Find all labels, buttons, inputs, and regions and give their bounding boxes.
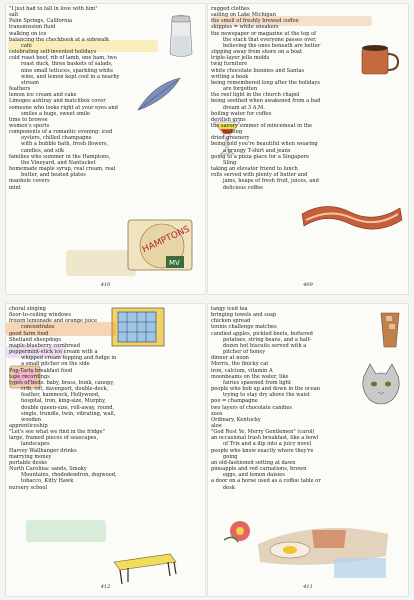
entry-line: zoos [211, 410, 223, 417]
entry-line: jams, heaps of fresh fruit, juices, and [223, 178, 319, 185]
entry-line: a door on a horse used as a coffee table or [211, 478, 321, 485]
entry-line: rolls served with plenty of butter and [211, 172, 308, 179]
entry-line: families who summer in the Hamptons, [9, 153, 111, 160]
entry-line: cold roast beef, rib of lamb, one ham, two [9, 55, 117, 62]
entry-line: poo = champagne [211, 398, 258, 405]
entry-line: marrying money [9, 453, 52, 460]
page-number: 411 [303, 584, 313, 590]
entry-line: triple-layer jello molds [211, 55, 270, 62]
entry-line: rugged clothes [211, 6, 250, 12]
entry-line: a small pitcher on the side [21, 361, 90, 368]
entry-line: iron, calcium, vitamin A [211, 367, 273, 374]
bacon-strips-icon [300, 194, 404, 240]
entry-line: feather, hammock, Hollywood, [21, 392, 100, 399]
entry-line: fairies spawned from light [223, 379, 291, 386]
entry-line: Pop-Tarts breakfast food [9, 367, 73, 374]
entry-line: tennis challenge matches [211, 324, 277, 331]
entry-line: candles, and silk [21, 147, 65, 154]
entry-line: pitcher of honey [223, 349, 266, 356]
entry-line: with a bubble bath, fresh flowers, [21, 141, 109, 148]
entry-line: being soothed when awakened from a bad [211, 98, 321, 105]
svg-text:HAMPTONS: HAMPTONS [140, 224, 192, 256]
entry-line: Morris, the finicky cat [211, 361, 269, 368]
entry-list [9, 306, 205, 491]
entry-line: wooden [21, 416, 42, 423]
entry-line: floor-to-ceiling windows [9, 312, 72, 319]
entry-line: the Vineyard, and Nantucket [21, 159, 96, 166]
entry-line: devilish grins [211, 116, 246, 123]
entry-line: bringing towels and soap [211, 312, 277, 319]
entry-line: an occasional trash breakfast, like a bowl [211, 435, 319, 442]
entry-line: going [223, 453, 238, 460]
page-412 [6, 304, 205, 596]
entry-line: transmission fluid [9, 24, 56, 31]
entry-line: dinner at noon [211, 355, 249, 362]
entry-line: good farm food [9, 330, 49, 337]
entry-line: time to browse [9, 116, 48, 123]
entry-line: are forgotten [223, 86, 258, 93]
entry-list [9, 6, 205, 191]
entry-line: being remembered long after the holidays [211, 79, 321, 86]
entry-line: choral singing [9, 306, 46, 312]
entry-line: smiles a huge, sweet smile [21, 110, 91, 117]
entry-line: Sling [223, 159, 237, 166]
svg-text:MV: MV [169, 259, 180, 267]
entry-line: "Let's see what we find in the fridge" [9, 429, 105, 436]
entry-line: the newspaper or magazine at the top of [211, 30, 316, 37]
entry-line: dream at 3 A.M. [223, 104, 265, 111]
entry-line: tangy iced tea [211, 306, 248, 312]
entry-line: potatoes, string beans, and a half- [223, 336, 311, 343]
entry-line: Palm Springs, California [9, 18, 73, 25]
entry-line: slipping away from shore on a boat [211, 49, 303, 56]
entry-line: crib, cot, davenport, double-deck, [21, 386, 109, 393]
entry-line: roast duck, three baskets of salads, [21, 61, 113, 68]
page-number: 410 [100, 282, 111, 288]
entry-line: tape recordings [9, 373, 50, 380]
entry-line: "I just had to fall in love with him" [9, 6, 98, 12]
entry-line: eggs, and lemon daisies [223, 472, 285, 479]
entry-line: types of beds: baby, brass, bunk, canopy, [9, 379, 115, 386]
entry-line: delicious coffee [223, 184, 264, 191]
entry-line: pineapple and red carnations, brown [211, 466, 307, 473]
entry-line: hospital, iron, king-size, Murphy, [21, 398, 106, 405]
entry-line: dried greenery [211, 135, 250, 142]
entry-line: women's sports [9, 122, 50, 129]
highlight-wash [26, 520, 106, 542]
entry-line: maple-blueberry cornbread [9, 342, 80, 349]
entry-line: mint [9, 184, 21, 191]
page-409 [208, 4, 408, 294]
license-plate-sketch [126, 214, 198, 280]
entry-line: double queen-size, roll-away, round, [21, 404, 115, 411]
entry-list [211, 6, 408, 191]
entry-line: walking on ice [9, 30, 47, 37]
entry-line: an old-fashioned setting at dawn [211, 459, 296, 466]
entry-line: sailing on Lake Michigan [211, 12, 276, 19]
entry-line: Ordinary, Kentucky [211, 416, 261, 423]
entry-line: being told you're beautiful when wearing [211, 141, 318, 148]
entry-line: butter, and heated plates [21, 172, 86, 179]
entry-line: landscapes [21, 441, 50, 448]
entry-line: wine, and lemon kept cool in a nearby [21, 73, 120, 80]
entry-line: writing a book [211, 73, 249, 80]
page-410 [6, 4, 205, 294]
entry-line: a grungy T-shirt and jeans [223, 147, 291, 154]
entry-line: taking an elevator friend to lunch [211, 166, 298, 173]
entry-line: single, trundle, twin, vibrating, wall, [21, 410, 116, 417]
entry-line: skippies = white sneakers [211, 24, 279, 31]
entry-line: believing the ones beneath are better [223, 42, 321, 49]
entry-line: aloe [211, 422, 222, 429]
entry-line: frozen lemonade and orange juice [9, 318, 98, 325]
page-411 [208, 304, 408, 596]
entry-line: tobacco, Kitty Hawk [21, 478, 74, 485]
breakfast-plate-icon [248, 504, 398, 588]
entry-line: balancing the checkbook at a sidewalk [9, 36, 110, 43]
entry-line: the reef light in the church chapel [211, 92, 300, 99]
entry-line: dozen hot biscuits served with a [223, 342, 307, 349]
entry-line: nine small lettuces, sparkling white [21, 67, 114, 74]
entry-line: components of a romantic evening: iced [9, 129, 113, 136]
entry-line: someone who looks right at your eyes and [9, 104, 118, 111]
page-number: 412 [100, 584, 111, 590]
page-number: 409 [303, 282, 313, 288]
entry-line: the stack that everyone passes over, [223, 36, 317, 43]
entry-line: oysters, chilled champagne [21, 135, 92, 142]
entry-line: lemon ice cream and cake [9, 92, 77, 99]
entry-line: going to a pizza place for a Singapore [211, 153, 309, 160]
entry-line: homemade maple syrup, real cream, real [9, 166, 116, 173]
entry-line: people who know exactly where they're [211, 447, 314, 454]
entry-line: two layers of chocolate candies [211, 404, 293, 411]
entry-line: peppermint-stick ice cream with a [9, 349, 98, 356]
entry-line: candied apples, pickled beets, buttered [211, 330, 313, 337]
entry-line: "God Rest Ye, Merry Gentlemen" (carol) [211, 429, 315, 436]
entry-line: making [223, 129, 243, 136]
entry-line: people who bob up and down in the ocean [211, 386, 321, 393]
entry-line: desk [223, 484, 235, 491]
entry-line: nursery school [9, 484, 48, 491]
entry-line: large, framed pieces of seascapes, [9, 435, 98, 442]
entry-line: feathers [9, 86, 31, 93]
entry-line: concentrates [21, 324, 55, 331]
entry-line: salt [9, 12, 19, 19]
entry-line: chicken spread [211, 318, 251, 325]
entry-line: trying to stay dry above the waist [223, 392, 310, 399]
entry-line: boiling water for coffee [211, 110, 272, 117]
entry-line: Mountains, rhododendron, dogwood, [21, 472, 117, 479]
entry-line: of Trix and a dip into a juicy novel [223, 441, 312, 448]
entry-line: North Carolina: sands, Smoky [9, 466, 87, 473]
entry-line: twig furniture [211, 61, 248, 68]
entry-line: white chocolate bunnies and Santas [211, 67, 305, 74]
desk-table-icon [110, 544, 180, 586]
entry-line: moonbeams on the water, like [211, 373, 289, 380]
entry-line: apprenticeship [9, 422, 48, 429]
entry-line: celebrating self-invented holidays [9, 49, 97, 56]
entry-line: whipped cream topping and fudge in [21, 355, 117, 362]
entry-line: stream [21, 79, 39, 86]
entry-line: Harvey Wallbanger drinks [9, 447, 77, 454]
entry-list [211, 306, 408, 491]
entry-line: café [21, 42, 32, 49]
entry-line: portable desks [9, 459, 47, 466]
entry-line: the savory simmer of mincemeat in the [211, 122, 313, 129]
entry-line: Shetland sheepdogs [9, 336, 62, 343]
entry-line: the smell of freshly brewed coffee [211, 18, 299, 25]
entry-line: Limoges ashtray and matchbox cover [9, 98, 106, 105]
entry-line: manhole covers [9, 178, 50, 185]
